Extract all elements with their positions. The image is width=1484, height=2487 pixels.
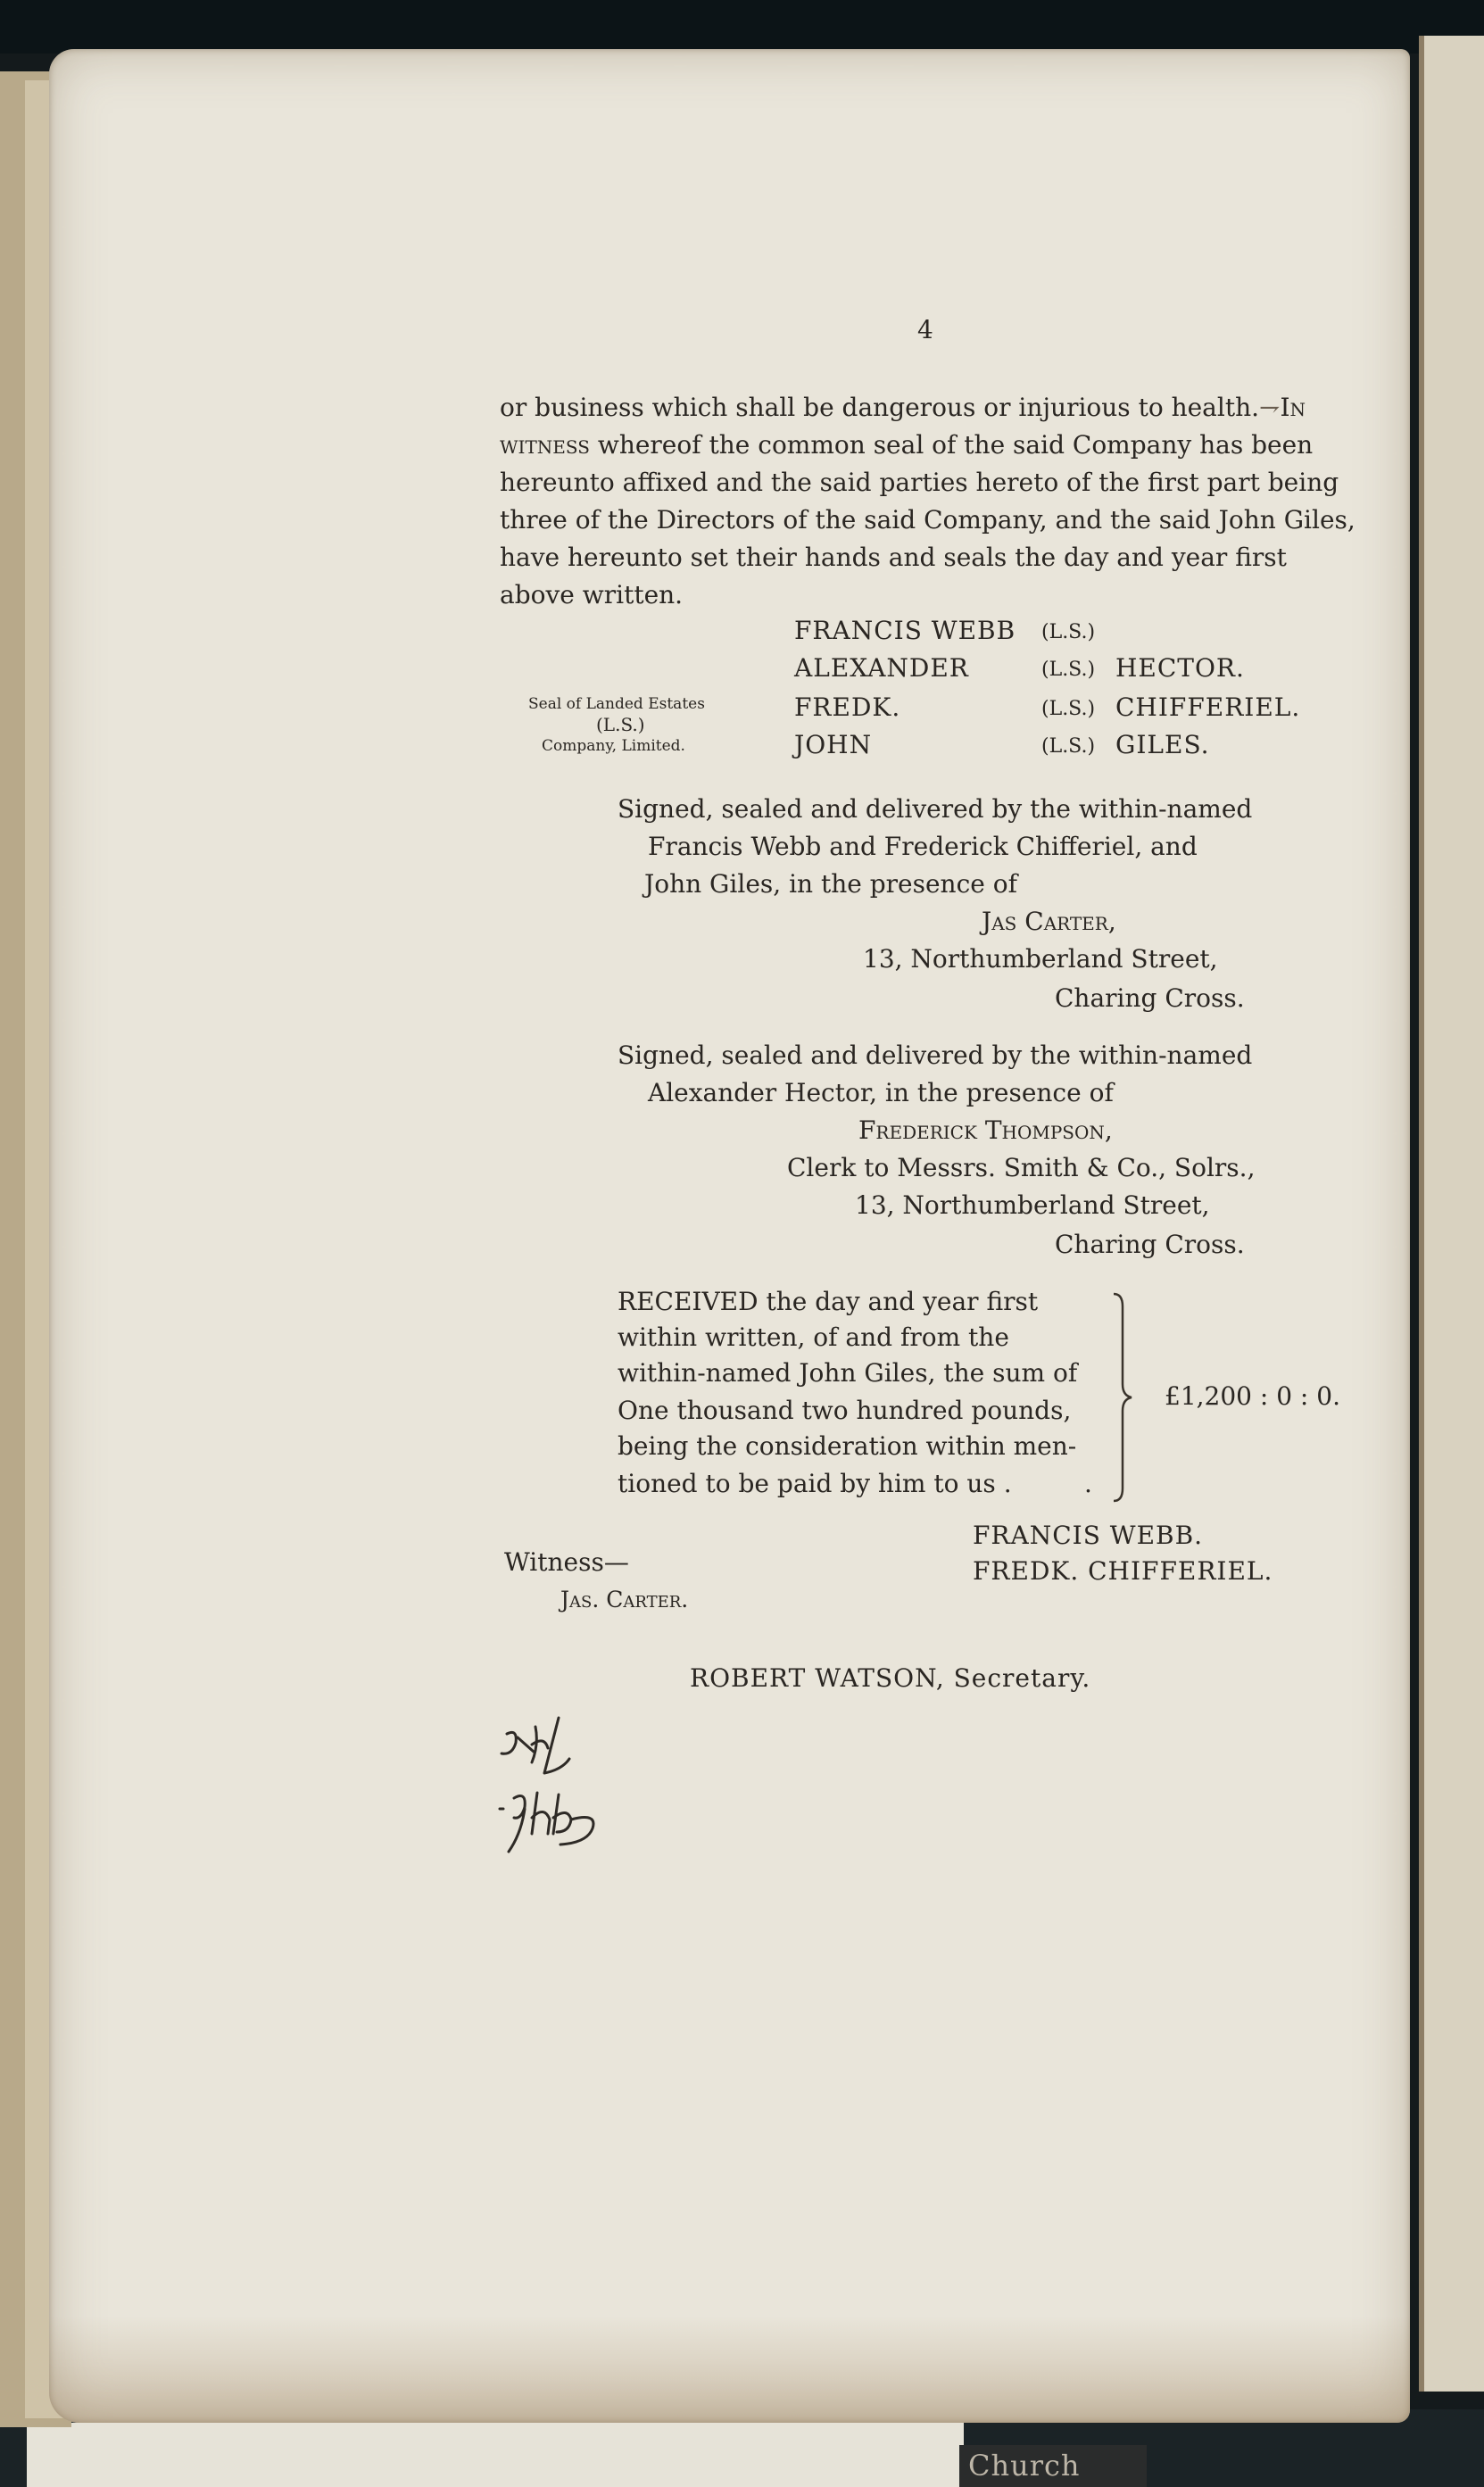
- opening-line-4: three of the Directors of the said Company, and the said John Giles,: [500, 505, 1355, 535]
- secretary-signature: ROBERT WATSON, Secretary.: [690, 1663, 1091, 1693]
- page-stain: [49, 2316, 1410, 2423]
- signatory-2-ls: (L.S.): [1041, 659, 1096, 681]
- attestation1-address1: 13, Northumberland Street,: [863, 944, 1218, 974]
- adjacent-page-edge: [1419, 36, 1484, 2392]
- receipt-signer-1: FRANCIS WEBB.: [973, 1521, 1204, 1550]
- handwritten-initials: [482, 1709, 607, 1869]
- signatory-2-first: ALEXANDER: [794, 653, 969, 683]
- attestation1-witness: Jas Carter,: [982, 907, 1116, 936]
- opening-line-1: or business which shall be dangerous or injurious to health.⇁In: [500, 393, 1306, 422]
- receipt-line-4: One thousand two hundred pounds,: [618, 1396, 1072, 1425]
- opening-line-2: witness whereof the common seal of the said Company has been: [500, 430, 1314, 460]
- receipt-line-5: being the consideration within men-: [618, 1431, 1077, 1461]
- signatory-2-last: HECTOR.: [1115, 653, 1245, 683]
- receipt-line-6: tioned to be paid by him to us .: [618, 1469, 1012, 1498]
- signatory-1-ls: (L.S.): [1041, 621, 1096, 643]
- attestation1-line-1: Signed, sealed and delivered by the within-named: [618, 794, 1253, 824]
- attestation2-address2: Charing Cross.: [1055, 1230, 1245, 1259]
- signatory-3-first: FREDK.: [794, 692, 901, 722]
- receipt-amount: £1,200 : 0 : 0.: [1165, 1381, 1340, 1411]
- seal-line-1: Seal of Landed Estates: [528, 695, 705, 713]
- witness-label: Witness—: [504, 1547, 629, 1577]
- attestation2-witness: Frederick Thompson,: [858, 1115, 1113, 1145]
- attestation2-address1: 13, Northumberland Street,: [855, 1190, 1210, 1220]
- attestation2-line-2: Alexander Hector, in the presence of: [648, 1078, 1114, 1107]
- seal-line-3: Company, Limited.: [542, 737, 685, 755]
- receipt-line-3: within-named John Giles, the sum of: [618, 1358, 1078, 1388]
- page-number: 4: [917, 315, 933, 344]
- receipt-leader-dot: .: [1084, 1469, 1092, 1498]
- signatory-3-last: CHIFFERIEL.: [1115, 692, 1301, 722]
- signatory-3-ls: (L.S.): [1041, 698, 1096, 720]
- witness-name: Jas. Carter.: [560, 1587, 689, 1612]
- opening-line-6: above written.: [500, 580, 684, 609]
- receipt-signer-2: FREDK. CHIFFERIEL.: [973, 1556, 1273, 1586]
- seal-line-2: (L.S.): [596, 714, 645, 735]
- scanner-background-top: [0, 0, 1484, 54]
- opening-line-3: hereunto affixed and the said parties hereto of the first part being: [500, 468, 1339, 497]
- receipt-brace: [1107, 1290, 1142, 1505]
- attestation1-address2: Charing Cross.: [1055, 983, 1245, 1013]
- archive-label: Church: [959, 2445, 1147, 2487]
- signatory-1-first: FRANCIS WEBB: [794, 616, 1016, 645]
- signatory-4-last: GILES.: [1115, 730, 1210, 759]
- attestation1-line-3: John Giles, in the presence of: [644, 869, 1017, 899]
- signatory-4-ls: (L.S.): [1041, 735, 1096, 758]
- attestation2-line-1: Signed, sealed and delivered by the within-named: [618, 1040, 1253, 1070]
- receipt-line-1: RECEIVED the day and year first: [618, 1287, 1039, 1316]
- receipt-line-2: within written, of and from the: [618, 1322, 1009, 1352]
- attestation2-role: Clerk to Messrs. Smith & Co., Solrs.,: [787, 1153, 1256, 1182]
- attestation1-line-2: Francis Webb and Frederick Chifferiel, and: [648, 832, 1198, 861]
- signatory-4-first: JOHN: [794, 730, 873, 759]
- paper-strip: [27, 2423, 964, 2487]
- opening-line-5: have hereunto set their hands and seals the day and year first: [500, 543, 1287, 572]
